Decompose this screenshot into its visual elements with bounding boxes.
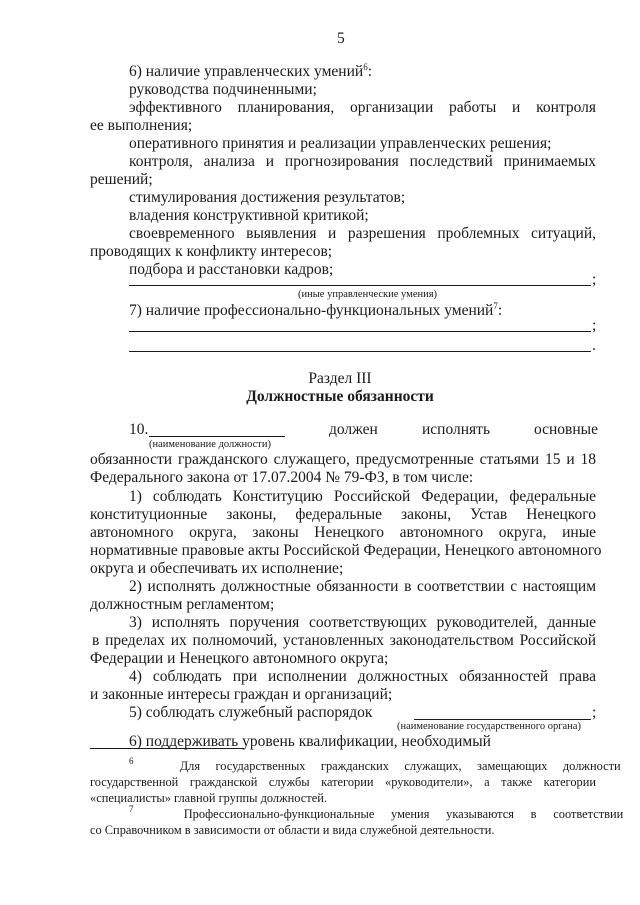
footnote-6: $^6$ Для государственных гражданских служащих, замещающих должности <box>129 756 621 773</box>
page-number: 5 <box>337 30 345 47</box>
skill-item-continued: ее выполнения; <box>90 117 193 134</box>
skill-item-text: эффективного планирования, организации работы и контроля <box>129 99 596 116</box>
footnote-line: «специалисты» главной группы должностей. <box>90 791 327 805</box>
skill-item-continued: решений; <box>90 171 153 188</box>
duty-word: должен <box>329 421 378 438</box>
position-name-blank[interactable] <box>149 436 285 437</box>
duty-line: и законные интересы граждан и организаций; <box>90 686 393 703</box>
period: . <box>592 337 596 354</box>
other-skills-caption: (иные управленческие умения) <box>298 289 438 300</box>
skill-item: контроля, анализа и прогнозирования последствий принимаемых <box>129 153 596 170</box>
footnote-ref-7: 7 <box>493 301 498 311</box>
duty-line: автономного округа, законы Ненецкого автономного округа, иные <box>90 524 596 541</box>
duty-item: 5) соблюдать служебный распорядок <box>129 704 373 721</box>
duty-line: нормативные правовые акты Российской Федерации, Ненецкого автономного <box>90 542 602 559</box>
semicolon: ; <box>592 317 597 334</box>
duty-word: основные <box>534 421 598 438</box>
duty-item: 6) поддерживать уровень квалификации, необходимый <box>129 733 491 750</box>
professional-skills-blank[interactable] <box>129 351 591 352</box>
duty-line: округа и обеспечивать их исполнение; <box>90 560 344 577</box>
skill-item: руководства подчиненными; <box>129 81 317 98</box>
duty-word: исполнять <box>422 421 491 438</box>
section-label: Раздел III <box>308 370 372 387</box>
professional-skills-blank[interactable] <box>129 331 591 332</box>
footnote-line: со Справочником в зависимости от области и вида служебной деятельности. <box>90 823 495 837</box>
skill-item: своевременного выявления и разрешения проблемных ситуаций, <box>129 225 596 242</box>
skill-item: подбора и расстановки кадров; <box>129 261 334 278</box>
footnote-mark: 6 <box>129 756 134 766</box>
semicolon: ; <box>592 704 597 721</box>
agency-caption: (наименование государственного органа) <box>397 721 581 732</box>
skill-item: владения конструктивной критикой; <box>129 207 369 224</box>
duty-line: в пределах их полномочий, установленных законодательством Российской <box>92 632 596 649</box>
skill-item-continued: проводящих к конфликту интересов; <box>90 243 333 260</box>
footnote-separator <box>90 748 244 749</box>
other-skills-blank[interactable] <box>129 285 591 286</box>
footnote-line: государственной гражданской службы категории «руководители», а также категории <box>90 775 596 789</box>
skill-item: оперативного принятия и реализации управленческих решения; <box>129 135 552 152</box>
skill-item <box>129 99 596 117</box>
duty-line: должностным регламентом; <box>90 596 275 613</box>
clause-number: 10. <box>129 421 149 438</box>
duty-item: 1) соблюдать Конституцию Российской Федерации, федеральные <box>129 488 596 505</box>
footnote-7: $^7$ Профессионально-функциональные умения указываются в соответствии <box>129 804 624 821</box>
managerial-skills-heading: 6) наличие управленческих умений$^6$: <box>129 62 372 80</box>
duty-line: Федерации и Ненецкого автономного округа; <box>90 650 389 667</box>
duty-line: конституционные законы, федеральные законы, Устав Ненецкого <box>90 506 596 523</box>
duty-item: 2) исполнять должностные обязанности в соответствии с настоящим <box>129 578 596 595</box>
semicolon: ; <box>592 271 597 288</box>
professional-skills-heading: 7) наличие профессионально-функциональных умений$^7$: <box>129 301 503 319</box>
skill-item: стимулирования достижения результатов; <box>129 189 406 206</box>
duty-item: 4) соблюдать при исполнении должностных обязанностей права <box>129 668 596 685</box>
duty-line: Федерального закона от 17.07.2004 № 79-ФЗ, в том числе: <box>90 469 474 486</box>
duty-line: обязанности гражданского служащего, предусмотренные статьями 15 и 18 <box>90 451 596 468</box>
agency-name-blank[interactable] <box>414 719 591 720</box>
section-title: Должностные обязанности <box>246 388 434 405</box>
duty-item: 3) исполнять поручения соответствующих руководителей, данные <box>129 614 596 631</box>
footnote-mark: 7 <box>129 804 134 814</box>
position-caption: (наименование должности) <box>149 439 272 450</box>
footnote-ref-6: 6 <box>363 62 368 72</box>
